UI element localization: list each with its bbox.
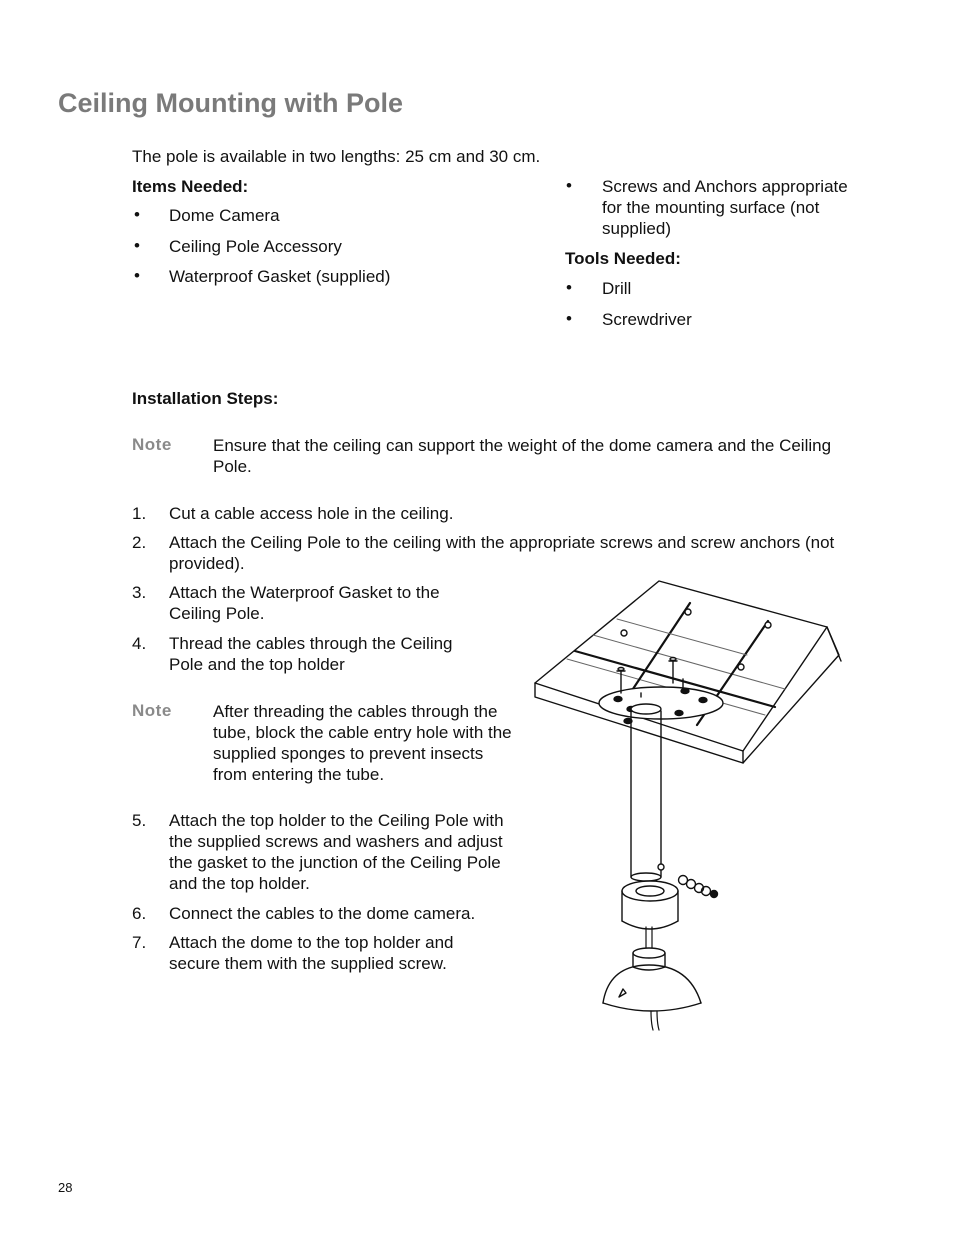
- step-text: Attach the Waterproof Gasket to the Ceiling Pole.: [169, 583, 440, 623]
- step-number: 6.: [132, 904, 147, 923]
- step-number: 2.: [132, 533, 147, 552]
- step-number: 5.: [132, 811, 147, 830]
- note-text: Ensure that the ceiling can support the weight of the dome camera and the Ceiling Pole.: [213, 436, 832, 476]
- step-text: Attach the dome to the top holder and secure them with the supplied screw.: [169, 933, 454, 973]
- bullet-icon: •: [134, 205, 140, 224]
- list-item: Screws and Anchors appropriate for the mounting surface (not supplied): [602, 177, 848, 238]
- bullet-icon: •: [566, 278, 572, 297]
- step-text: Attach the Ceiling Pole to the ceiling with the appropriate screws and screw anchors (not provided).: [169, 533, 835, 573]
- intro-text: The pole is available in two lengths: 25 cm and 30 cm.: [132, 147, 541, 166]
- bullet-icon: •: [566, 176, 572, 195]
- bullet-icon: •: [566, 309, 572, 328]
- step-number: 4.: [132, 634, 147, 653]
- page-title: Ceiling Mounting with Pole: [58, 88, 403, 118]
- list-item: Ceiling Pole Accessory: [169, 237, 342, 256]
- note-label: Note: [132, 435, 172, 454]
- step-text: Thread the cables through the Ceiling Pole and the top holder: [169, 634, 453, 674]
- page-number: 28: [58, 1180, 73, 1195]
- note-label: Note: [132, 701, 172, 720]
- list-item: Screwdriver: [602, 310, 692, 329]
- list-item: Waterproof Gasket (supplied): [169, 267, 391, 286]
- items-heading: Items Needed:: [132, 177, 249, 196]
- list-item: Drill: [602, 279, 632, 298]
- step-number: 3.: [132, 583, 147, 602]
- step-text: Attach the top holder to the Ceiling Pole with the supplied screws and washers and adjust the gasket to the junction of the Ceiling Pole and the top holder.: [169, 811, 504, 893]
- step-text: Cut a cable access hole in the ceiling.: [169, 504, 454, 523]
- tools-heading: Tools Needed:: [565, 249, 681, 268]
- step-number: 7.: [132, 933, 147, 952]
- bullet-icon: •: [134, 266, 140, 285]
- bullet-icon: •: [134, 236, 140, 255]
- list-item: Dome Camera: [169, 206, 280, 225]
- step-text: Connect the cables to the dome camera.: [169, 904, 476, 923]
- ceiling-pole-illustration: [525, 575, 850, 1035]
- note-text: After threading the cables through the tube, block the cable entry hole with the supplied sponges to prevent insects from entering the tube.: [213, 702, 512, 784]
- steps-heading: Installation Steps:: [132, 389, 279, 408]
- step-number: 1.: [132, 504, 147, 523]
